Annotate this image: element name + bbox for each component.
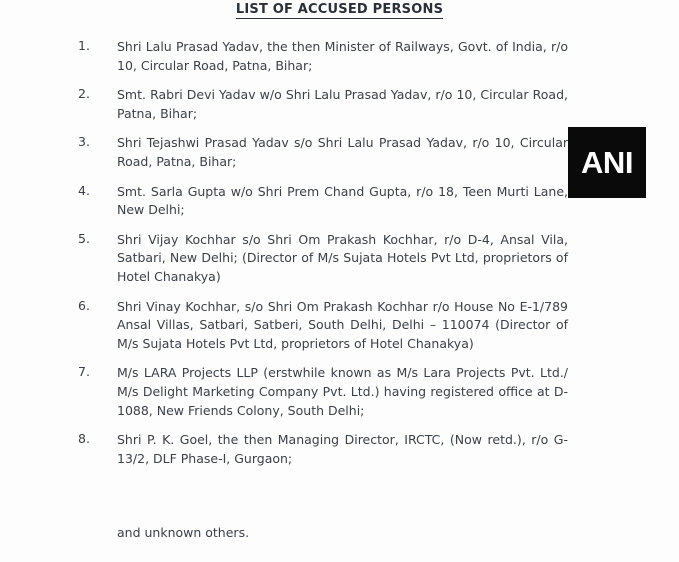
page-title-text: LIST OF ACCUSED PERSONS [235, 2, 444, 17]
page-title [0, 2, 679, 17]
list-item-number: 6. [78, 297, 90, 313]
list-item-text: Shri Tejashwi Prasad Yadav s/o Shri Lalu Prasad Yadav, r/o 10, Circular Road, Patna, Bihar; [117, 135, 568, 169]
list-item [0, 231, 679, 287]
list-item [0, 38, 679, 75]
list-item [0, 431, 679, 468]
ani-watermark-label: ANI [581, 145, 633, 180]
list-item-text: Smt. Rabri Devi Yadav w/o Shri Lalu Prasad Yadav, r/o 10, Circular Road, Patna, Bihar; [117, 87, 568, 121]
list-item-text: Shri Lalu Prasad Yadav, the then Minister of Railways, Govt. of India, r/o 10, Circular Road, Patna, Bihar; [117, 39, 568, 73]
list-item-number: 3. [78, 134, 90, 150]
accused-persons-list [0, 38, 679, 479]
ani-watermark-logo [568, 127, 646, 198]
list-item-text: Shri Vijay Kochhar s/o Shri Om Prakash Kochhar, r/o D-4, Ansal Vila, Satbari, New Delhi; (Director of M/s Sujata Hotels Pvt Ltd, proprietors of Hotel Chanakya) [117, 231, 568, 284]
list-item-text: M/s LARA Projects LLP (erstwhile known as M/s Lara Projects Pvt. Ltd./ M/s Delight Marketing Company Pvt. Ltd.) having registered office at D-1088, New Friends Colony, South Delhi; [117, 365, 568, 418]
list-item-text: Smt. Sarla Gupta w/o Shri Prem Chand Gupta, r/o 18, Teen Murti Lane, New Delhi; [117, 183, 568, 218]
list-item-text: Shri P. K. Goel, the then Managing Director, IRCTC, (Now retd.), r/o G-13/2, DLF Phase-I, Gurgaon; [117, 432, 568, 466]
list-item-number: 1. [78, 38, 90, 53]
closing-statement: and unknown others. [117, 525, 250, 540]
list-item-text: Shri Vinay Kochhar, s/o Shri Om Prakash Kochhar r/o House No E-1/789 Ansal Villas, Satbari, Satberi, South Delhi, Delhi – 110074 (Director of M/s Sujata Hotels Pvt Ltd, proprietors of Hotel Chanakya) [117, 298, 568, 351]
list-item-number: 5. [78, 230, 90, 246]
list-item-number: 4. [78, 182, 90, 198]
list-item-number: 2. [78, 86, 90, 102]
list-item [0, 364, 679, 420]
list-item [0, 298, 679, 354]
list-item-number: 8. [78, 431, 90, 447]
list-item [0, 86, 679, 123]
list-item-number: 7. [78, 364, 90, 380]
